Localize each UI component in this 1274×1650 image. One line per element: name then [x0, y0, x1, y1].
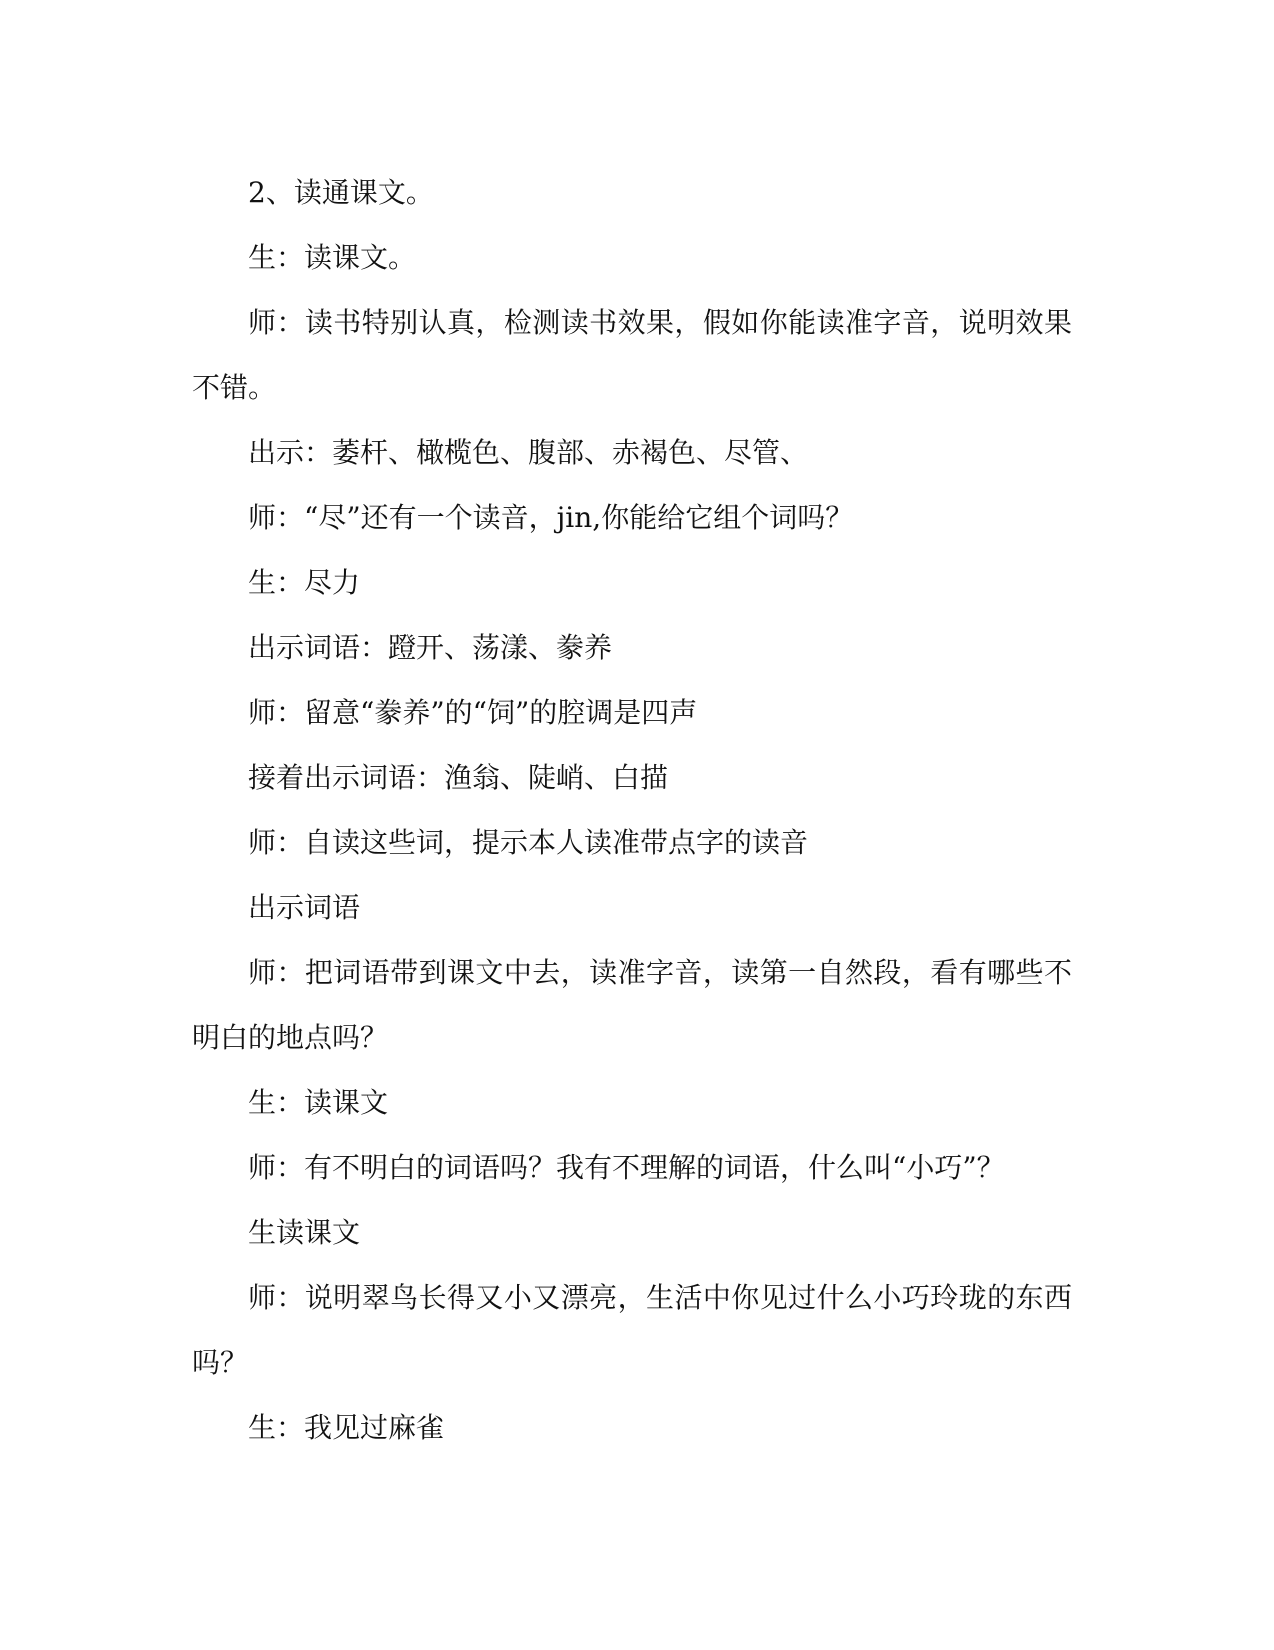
document-body — [192, 160, 1072, 1460]
paragraph: 生：读课文。 — [248, 241, 417, 274]
paragraph: 师：有不明白的词语吗？我有不理解的词语，什么叫“小巧”？ — [248, 1151, 1005, 1184]
paragraph: 师：说明翠鸟长得又小又漂亮，生活中你见过什么小巧玲珑的东西吗？ — [192, 1281, 1072, 1379]
paragraph: 师：读书特别认真，检测读书效果，假如你能读准字音，说明效果不错。 — [192, 306, 1072, 404]
paragraph: 生：读课文 — [248, 1086, 389, 1119]
paragraph: 师：把词语带到课文中去，读准字音，读第一自然段，看有哪些不明白的地点吗？ — [192, 956, 1072, 1054]
paragraph: 出示：萎杆、橄榄色、腹部、赤褐色、尽管、 — [248, 436, 809, 469]
paragraph: 师：“尽”还有一个读音，jin,你能给它组个词吗？ — [248, 501, 854, 534]
paragraph: 师：留意“豢养”的“饲”的腔调是四声 — [248, 696, 698, 729]
paragraph: 接着出示词语：渔翁、陡峭、白描 — [248, 761, 669, 794]
paragraph: 2、读通课文。 — [248, 176, 434, 209]
paragraph: 生：我见过麻雀 — [248, 1411, 445, 1444]
paragraph: 出示词语 — [248, 891, 361, 924]
paragraph: 出示词语：蹬开、荡漾、豢养 — [248, 631, 613, 664]
paragraph: 师：自读这些词，提示本人读准带点字的读音 — [248, 826, 809, 859]
paragraph: 生：尽力 — [248, 566, 361, 599]
paragraph: 生读课文 — [248, 1216, 361, 1249]
